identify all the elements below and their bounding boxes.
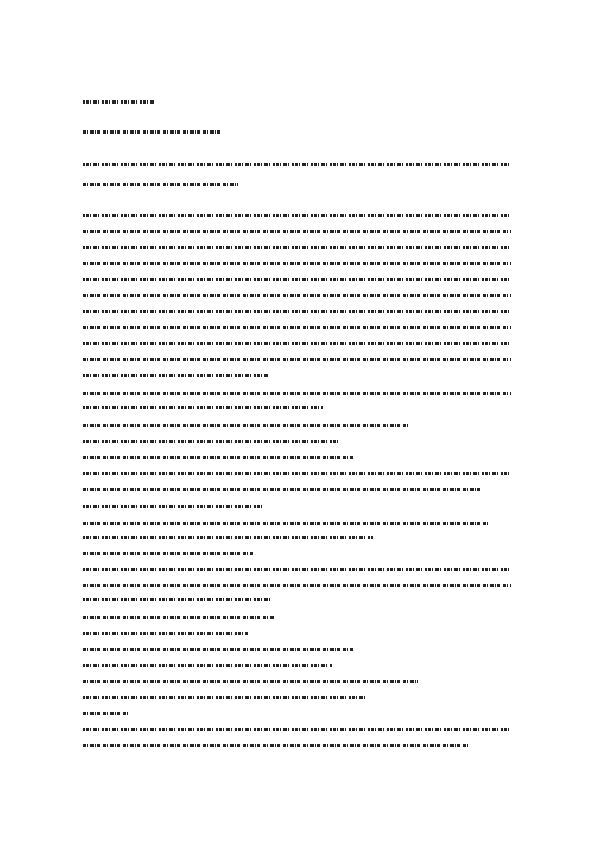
illegible-text	[83, 728, 511, 731]
paragraph-line	[83, 392, 511, 396]
illegible-text	[83, 584, 511, 587]
illegible-text	[83, 680, 418, 683]
paragraph-line	[83, 712, 128, 716]
paragraph-line	[83, 648, 353, 652]
paragraph-line	[83, 536, 373, 540]
paragraph-line	[83, 424, 408, 428]
illegible-text	[83, 456, 353, 459]
illegible-text	[83, 505, 263, 508]
paragraph-line	[83, 505, 263, 509]
illegible-text	[83, 374, 268, 377]
paragraph-line	[83, 664, 333, 668]
illegible-text	[83, 552, 253, 555]
illegible-text	[83, 664, 333, 667]
illegible-text	[83, 648, 353, 651]
subheading-line	[83, 130, 223, 134]
illegible-text	[83, 246, 511, 249]
illegible-text	[83, 712, 128, 715]
illegible-text	[83, 392, 511, 395]
illegible-text	[83, 278, 511, 281]
heading-line	[83, 100, 155, 104]
paragraph-line	[83, 584, 511, 588]
intro-line	[83, 163, 511, 167]
paragraph-line	[83, 230, 511, 234]
paragraph-line	[83, 440, 338, 444]
paragraph-line	[83, 472, 511, 476]
paragraph-line	[83, 552, 253, 556]
paragraph-line	[83, 214, 511, 218]
paragraph-line	[83, 522, 488, 526]
paragraph-line	[83, 278, 511, 282]
illegible-text	[83, 568, 511, 571]
illegible-text	[83, 616, 275, 619]
illegible-text	[83, 424, 408, 427]
paragraph-line	[83, 374, 268, 378]
paragraph-line	[83, 310, 511, 314]
illegible-text	[83, 696, 365, 699]
illegible-text	[83, 310, 511, 313]
illegible-text	[83, 440, 338, 443]
paragraph-line	[83, 632, 248, 636]
illegible-text	[83, 183, 238, 186]
paragraph-line	[83, 262, 511, 266]
paragraph-line	[83, 598, 273, 602]
illegible-text	[83, 598, 273, 601]
paragraph-line	[83, 728, 511, 732]
illegible-text	[83, 163, 511, 166]
illegible-text	[83, 744, 468, 747]
paragraph-line	[83, 246, 511, 250]
paragraph-line	[83, 696, 365, 700]
illegible-text	[83, 632, 248, 635]
illegible-text	[83, 100, 155, 104]
illegible-text	[83, 536, 373, 539]
illegible-text	[83, 342, 511, 345]
illegible-text	[83, 130, 223, 134]
intro-line	[83, 183, 238, 187]
paragraph-line	[83, 456, 353, 460]
illegible-text	[83, 262, 511, 265]
paragraph-line	[83, 680, 418, 684]
paragraph-line	[83, 358, 511, 362]
illegible-text	[83, 406, 323, 409]
illegible-text	[83, 326, 511, 329]
paragraph-line	[83, 568, 511, 572]
illegible-text	[83, 230, 511, 233]
illegible-text	[83, 358, 511, 361]
illegible-text	[83, 472, 511, 475]
paragraph-line	[83, 744, 468, 748]
illegible-text	[83, 294, 511, 297]
paragraph-line	[83, 326, 511, 330]
illegible-text	[83, 488, 483, 491]
paragraph-line	[83, 488, 483, 492]
illegible-text	[83, 522, 488, 525]
paragraph-line	[83, 616, 275, 620]
paragraph-line	[83, 342, 511, 346]
paragraph-line	[83, 406, 323, 410]
paragraph-line	[83, 294, 511, 298]
illegible-text	[83, 214, 511, 217]
